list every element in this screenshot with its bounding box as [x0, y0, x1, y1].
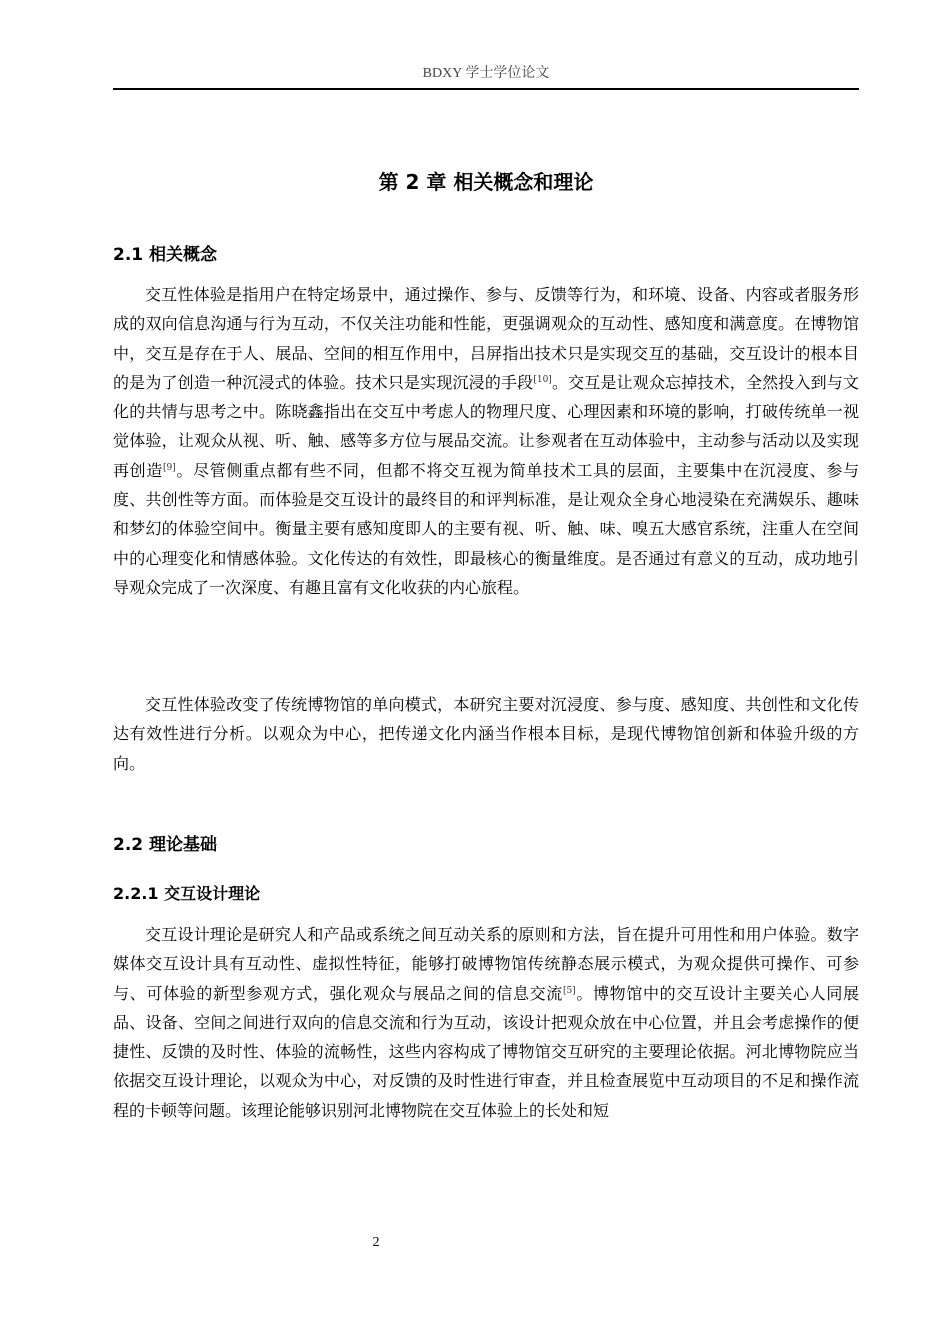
paragraph-text: 交互设计理论是研究人和产品或系统之间互动关系的原则和方法，旨在提升可用性和用户体验。数字媒体交互设计具有互动性、虚拟性特征，能够打破博物馆传统静态展示模式，为观众提供可操作、可参与、可体验的新型参观方式，强化观众与展品之间的信息交流 — [113, 925, 859, 1003]
page-number: 2 — [372, 1235, 380, 1250]
chapter-title: 第 2 章 相关概念和理论 — [378, 170, 594, 194]
section-heading-2-1: 2.1 相关概念 — [113, 245, 218, 265]
paragraph-text: 。尽管侧重点都有些不同，但都不将交互视为简单技术工具的层面，主要集中在沉浸度、参与度、共创性等方面。而体验是交互设计的最终目的和评判标准，是让观众全身心地浸染在充满娱乐、趣味和梦幻的体验空间中。衡量主要有感知度即人的主要有视、听、触、味、嗅五大感官系统，注重人在空间中的心理变化和情感体验。文化传达的有效性，即最核心的衡量维度。是否通过有意义的互动，成功地引导观众完成了一次深度、有趣且富有文化收获的内心旅程。 — [113, 460, 859, 597]
header-rule — [113, 88, 859, 90]
paragraph-2-1-2: 交互性体验改变了传统博物馆的单向模式，本研究主要对沉浸度、参与度、感知度、共创性和文化传达有效性进行分析。以观众为中心，把传递文化内涵当作根本目标，是现代博物馆创新和体验升级的方向。 — [113, 695, 859, 773]
page-header: BDXY 学士学位论文 — [422, 66, 550, 81]
section-heading-2-2: 2.2 理论基础 — [113, 835, 218, 855]
paragraph-text: 。博物馆中的交互设计主要关心人同展品、设备、空间之间进行双向的信息交流和行为互动，该设计把观众放在中心位置，并且会考虑操作的便捷性、反馈的及时性、体验的流畅性，这些内容构成了博物馆交互研究的主要理论依据。河北博物院应当依据交互设计理论，以观众为中心，对反馈的及时性进行审查，并且检查展览中互动项目的不足和操作流程的卡顿等问题。该理论能够识别河北博物院在交互体验上的长处和短 — [113, 983, 859, 1120]
subsection-heading-2-2-1: 2.2.1 交互设计理论 — [113, 884, 261, 903]
paragraph-2-2-1-1 — [113, 920, 859, 1125]
citation-ref: [9] — [163, 462, 176, 473]
paragraph-text: 交互性体验是指用户在特定场景中，通过操作、参与、反馈等行为，和环境、设备、内容或者服务形成的双向信息沟通与行为互动，不仅关注功能和性能，更强调观众的互动性、感知度和满意度。在博物馆中，交互是存在于人、展品、空间的相互作用中，吕屏指出技术只是实现交互的基础，交互设计的根本目的是为了创造一种沉浸式的体验。技术只是实现沉浸的手段 — [113, 285, 859, 392]
citation-ref: [10] — [533, 374, 552, 385]
paragraph-2-1-1 — [113, 280, 859, 602]
paragraph-text: 。交互是让观众忘掉技术，全然投入到与文化的共情与思考之中。陈晓鑫指出在交互中考虑人的物理尺度、心理因素和环境的影响，打破传统单一视觉体验，让观众从视、听、触、感等多方位与展品交流。让参观者在互动体验中，主动参与活动以及实现再创造 — [113, 372, 859, 480]
citation-ref: [5] — [562, 985, 576, 996]
